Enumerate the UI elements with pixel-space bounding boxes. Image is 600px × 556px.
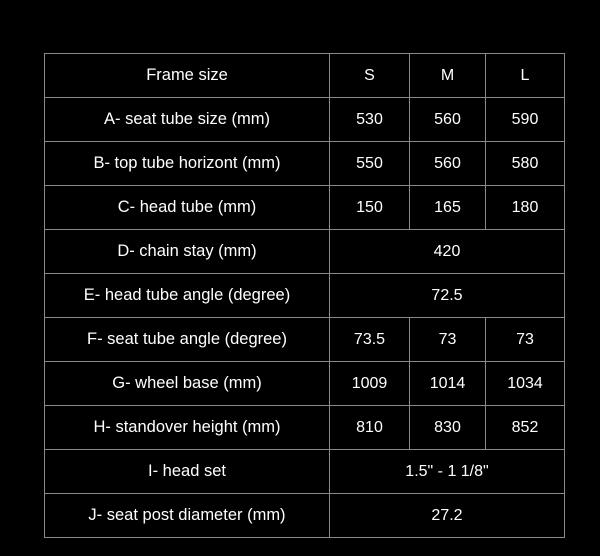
cell-s: 810: [330, 406, 410, 450]
row-label: B- top tube horizont (mm): [45, 142, 330, 186]
table-row: [45, 142, 565, 186]
cell-s: 73.5: [330, 318, 410, 362]
table-row: [45, 494, 565, 538]
cell-s: 1009: [330, 362, 410, 406]
cell-s: 150: [330, 186, 410, 230]
row-label: I- head set: [45, 450, 330, 494]
cell-m: 560: [410, 142, 486, 186]
cell-l: 1034: [486, 362, 565, 406]
cell-l: 73: [486, 318, 565, 362]
row-label: C- head tube (mm): [45, 186, 330, 230]
cell-all-sizes: 72.5: [330, 274, 565, 318]
cell-all-sizes: 1.5" - 1 1/8": [330, 450, 565, 494]
header-size-s: S: [330, 54, 410, 98]
cell-m: 1014: [410, 362, 486, 406]
row-label: E- head tube angle (degree): [45, 274, 330, 318]
cell-s: 550: [330, 142, 410, 186]
cell-m: 830: [410, 406, 486, 450]
header-size-m: M: [410, 54, 486, 98]
row-label: G- wheel base (mm): [45, 362, 330, 406]
cell-l: 180: [486, 186, 565, 230]
frame-geometry-table: [44, 53, 565, 538]
cell-m: 73: [410, 318, 486, 362]
table-row: [45, 274, 565, 318]
table-row: [45, 186, 565, 230]
table-row: [45, 406, 565, 450]
cell-m: 165: [410, 186, 486, 230]
row-label: A- seat tube size (mm): [45, 98, 330, 142]
row-label: H- standover height (mm): [45, 406, 330, 450]
cell-l: 590: [486, 98, 565, 142]
cell-s: 530: [330, 98, 410, 142]
table-header-row: [45, 54, 565, 98]
header-frame-size: Frame size: [45, 54, 330, 98]
cell-all-sizes: 27.2: [330, 494, 565, 538]
cell-l: 580: [486, 142, 565, 186]
cell-m: 560: [410, 98, 486, 142]
header-size-l: L: [486, 54, 565, 98]
table-row: [45, 98, 565, 142]
table-row: [45, 450, 565, 494]
table-row: [45, 230, 565, 274]
cell-all-sizes: 420: [330, 230, 565, 274]
row-label: J- seat post diameter (mm): [45, 494, 330, 538]
row-label: F- seat tube angle (degree): [45, 318, 330, 362]
table-row: [45, 318, 565, 362]
row-label: D- chain stay (mm): [45, 230, 330, 274]
table-row: [45, 362, 565, 406]
cell-l: 852: [486, 406, 565, 450]
